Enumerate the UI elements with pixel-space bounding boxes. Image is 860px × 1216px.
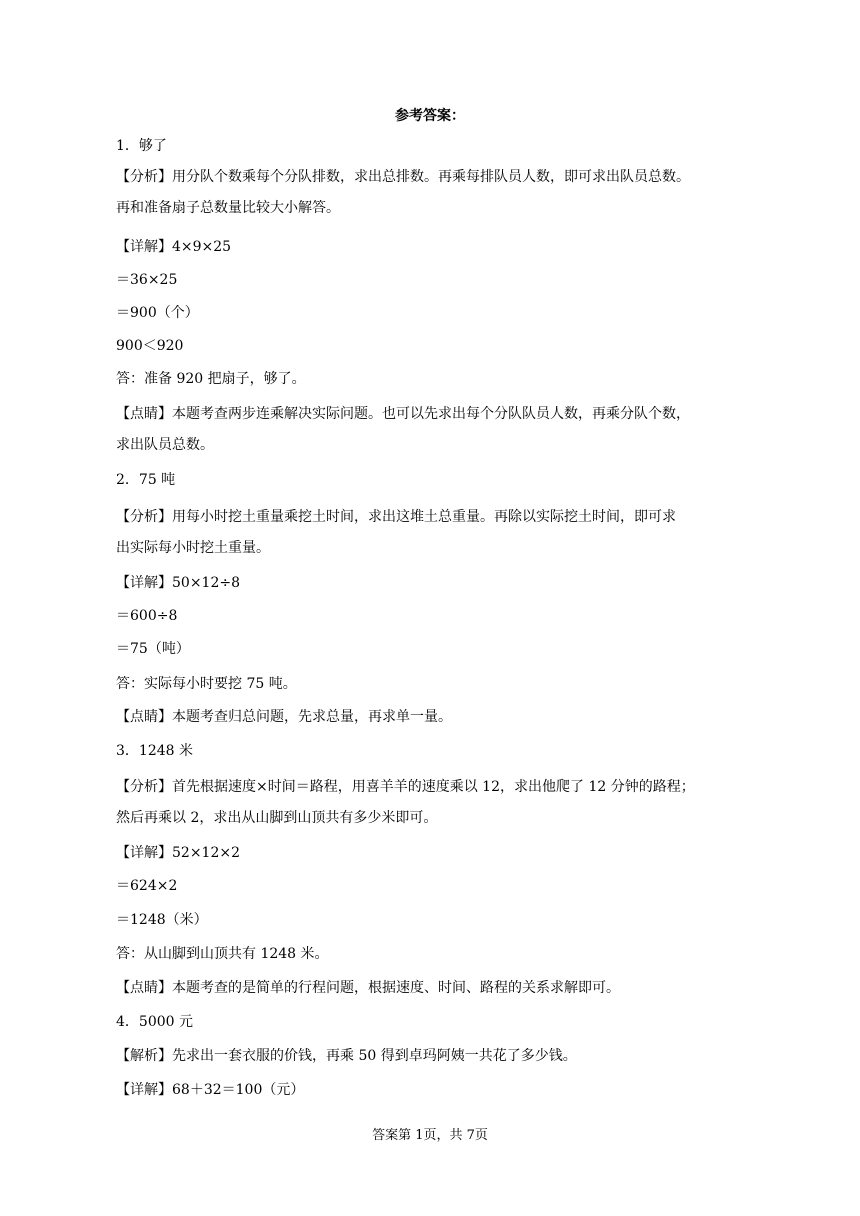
answer-1-step: 900＜920 xyxy=(116,338,184,354)
page-footer: 答案第 1页，共 7页 xyxy=(372,1128,488,1143)
answer-2-analysis: 【分析】用每小时挖土重量乘挖土时间，求出这堆土总重量。再除以实际挖土时间，即可求 xyxy=(116,509,676,525)
answer-1-analysis: 【分析】用分队个数乘每个分队排数，求出总排数。再乘每排队员人数，即可求出队员总数。 xyxy=(116,169,690,185)
answer-2-comment: 【点睛】本题考查归总问题，先求总量，再求单一量。 xyxy=(116,709,452,725)
answer-3-comment: 【点睛】本题考查的是简单的行程问题，根据速度、时间、路程的关系求解即可。 xyxy=(116,980,620,996)
answer-4-detail: 【详解】68＋32＝100（元） xyxy=(116,1082,305,1098)
answer-3-step: ＝1248（米） xyxy=(116,912,208,928)
answer-1-conclusion: 答：准备 920 把扇子，够了。 xyxy=(116,371,306,387)
answer-2-step: ＝75（吨） xyxy=(116,641,190,657)
answer-4-heading: 4．5000 元 xyxy=(116,1014,193,1030)
answer-2-heading: 2．75 吨 xyxy=(116,472,176,488)
answer-2-analysis-cont: 出实际每小时挖土重量。 xyxy=(116,540,270,556)
page-title: 参考答案： xyxy=(395,108,465,124)
answer-2-detail: 【详解】50×12÷8 xyxy=(116,575,240,591)
answer-2-step: ＝600÷8 xyxy=(116,608,178,624)
answer-3-detail: 【详解】52×12×2 xyxy=(116,845,240,861)
answer-1-analysis-cont: 再和准备扇子总数量比较大小解答。 xyxy=(116,200,340,216)
answer-3-analysis-cont: 然后再乘以 2，求出从山脚到山顶共有多少米即可。 xyxy=(116,810,438,826)
answer-3-heading: 3．1248 米 xyxy=(116,743,193,759)
answer-1-step: ＝36×25 xyxy=(116,272,178,288)
answer-1-step: ＝900（个） xyxy=(116,305,199,321)
answer-2-conclusion: 答：实际每小时要挖 75 吨。 xyxy=(116,676,297,692)
answer-1-comment-cont: 求出队员总数。 xyxy=(116,437,214,453)
answer-3-analysis: 【分析】首先根据速度×时间＝路程，用喜羊羊的速度乘以 12，求出他爬了 12 分钟的路程； xyxy=(116,779,695,795)
answer-3-step: ＝624×2 xyxy=(116,878,178,894)
answer-3-conclusion: 答：从山脚到山顶共有 1248 米。 xyxy=(116,946,329,962)
answer-1-detail: 【详解】4×9×25 xyxy=(116,239,232,255)
answer-1-heading: 1．够了 xyxy=(116,138,167,154)
answer-1-comment: 【点睛】本题考查两步连乘解决实际问题。也可以先求出每个分队队员人数，再乘分队个数， xyxy=(116,406,690,422)
answer-4-analysis: 【解析】先求出一套衣服的价钱，再乘 50 得到卓玛阿姨一共花了多少钱。 xyxy=(116,1048,577,1064)
